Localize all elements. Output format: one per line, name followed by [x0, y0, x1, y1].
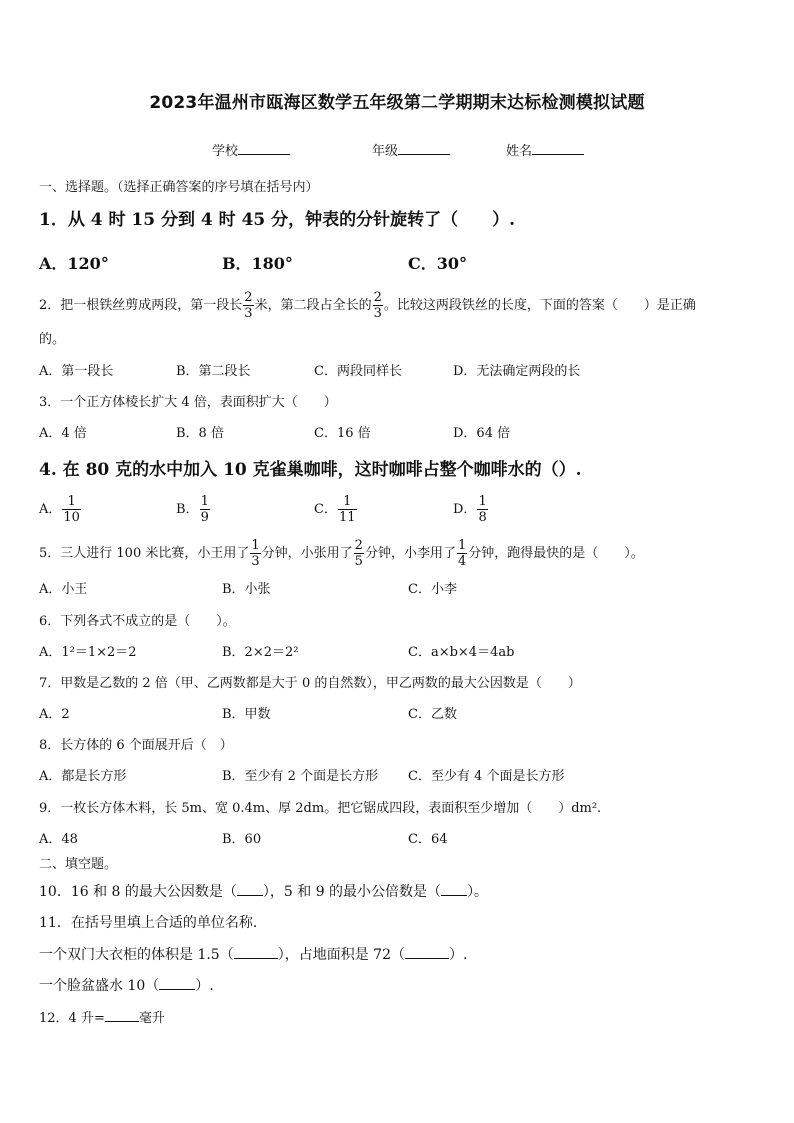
- q11-line1-text-3: ）.: [448, 947, 468, 963]
- grade-field[interactable]: [372, 140, 450, 159]
- question-11: 11．在括号里填上合适的单位名称.: [39, 915, 258, 931]
- q4-a-den: 10: [63, 510, 80, 525]
- q2-option-c[interactable]: C．两段同样长: [314, 364, 402, 379]
- q4-c-num: 1: [343, 494, 352, 509]
- q3-option-b[interactable]: B．8 倍: [176, 426, 224, 441]
- q6-option-b[interactable]: B．2×2＝2²: [222, 645, 299, 660]
- q6-option-c[interactable]: C．a×b×4＝4ab: [408, 645, 515, 660]
- q4-b-den: 9: [200, 510, 209, 525]
- q7-option-c[interactable]: C．乙数: [408, 707, 457, 722]
- question-2-cont: 的。: [39, 332, 66, 347]
- q5-frac3-den: 4: [457, 554, 467, 569]
- q5-frac3-num: 1: [457, 538, 467, 553]
- question-5: [39, 538, 644, 569]
- q4-option-a[interactable]: [39, 494, 82, 525]
- q4-d-den: 8: [478, 510, 487, 525]
- q11-blank-1[interactable]: [234, 945, 278, 959]
- q3-option-a[interactable]: A．4 倍: [39, 426, 87, 441]
- question-3: 3．一个正方体棱长扩大 4 倍，表面积扩大（ ）: [39, 395, 337, 410]
- q4-option-b[interactable]: [176, 494, 211, 525]
- q11-line2-text-1: 一个脸盆盛水 10（: [39, 978, 160, 994]
- q2-text-1: 2．把一根铁丝剪成两段，第一段长: [39, 298, 243, 313]
- q5-fraction-2: [354, 538, 364, 569]
- grade-blank[interactable]: [398, 142, 450, 155]
- q3-option-c[interactable]: C．16 倍: [314, 426, 371, 441]
- section1-heading: 一、选择题。（选择正确答案的序号填在括号内）: [39, 180, 319, 195]
- q4-b-num: 1: [200, 494, 209, 509]
- q10-text-1: 10．16 和 8 的最大公因数是（: [39, 884, 237, 900]
- name-field[interactable]: [506, 140, 584, 159]
- grade-label: 年级: [372, 144, 399, 159]
- q4-d-num: 1: [478, 494, 487, 509]
- question-7: 7．甲数是乙数的 2 倍（甲、乙两数都是大于 0 的自然数），甲乙两数的最大公因数是（ ）: [39, 676, 581, 691]
- q11-line1-text-2: ），占地面积是 72（: [277, 947, 405, 963]
- q4-option-d[interactable]: [453, 494, 489, 525]
- q10-blank-2[interactable]: [441, 882, 467, 896]
- name-blank[interactable]: [532, 142, 584, 155]
- q2-option-a[interactable]: A．第一段长: [39, 364, 114, 379]
- q5-option-b[interactable]: B．小张: [222, 582, 271, 597]
- q2-frac2-den: 3: [373, 306, 382, 321]
- q8-option-b[interactable]: B．至少有 2 个面是长方形: [222, 769, 379, 784]
- question-2: [39, 290, 696, 321]
- q2-text-2: 米，第二段占全长的: [254, 298, 372, 313]
- q1-option-b[interactable]: B．180°: [222, 254, 293, 273]
- q12-text-2: 毫升: [138, 1011, 165, 1026]
- q12-blank[interactable]: [105, 1008, 139, 1022]
- question-1: 1．从 4 时 15 分到 4 时 45 分，钟表的分针旋转了（ ）.: [39, 210, 516, 230]
- q11-blank-2[interactable]: [405, 945, 449, 959]
- q4-option-c[interactable]: [314, 494, 358, 525]
- q10-text-2: ），5 和 9 的最小公倍数是（: [262, 884, 442, 900]
- q2-frac2-num: 2: [373, 290, 382, 305]
- q4-option-d-fraction: [477, 494, 487, 525]
- q5-option-a[interactable]: A．小王: [39, 582, 88, 597]
- q11-blank-3[interactable]: [159, 976, 195, 990]
- page-title: 2023年温州市瓯海区数学五年级第二学期期末达标检测模拟试题: [149, 93, 645, 113]
- q11-line2-text-2: ）.: [195, 978, 214, 994]
- q4-option-c-fraction: [338, 494, 357, 525]
- q4-option-d-label: D．: [453, 502, 477, 517]
- q2-text-3: 。比较这两段铁丝的长度，下面的答案（ ）是正确: [383, 298, 696, 313]
- q4-option-b-label: B．: [176, 502, 199, 517]
- school-label: 学校: [212, 144, 239, 159]
- question-6: 6．下列各式不成立的是（ ）。: [39, 614, 236, 629]
- q5-fraction-1: [250, 538, 260, 569]
- section2-heading: 二、填空题。: [39, 857, 118, 872]
- q5-frac1-num: 1: [251, 538, 260, 553]
- q5-text-4: 分钟，跑得最快的是（ ）。: [468, 546, 644, 561]
- name-label: 姓名: [506, 144, 533, 159]
- q9-option-c[interactable]: C．64: [408, 832, 448, 847]
- q4-c-den: 11: [338, 510, 356, 525]
- q6-option-a[interactable]: A．1²＝1×2＝2: [39, 645, 137, 660]
- q1-option-c[interactable]: C．30°: [408, 254, 468, 273]
- q10-blank-1[interactable]: [237, 882, 263, 896]
- q10-text-3: ）。: [467, 884, 489, 900]
- q5-text-3: 分钟，小李用了: [364, 546, 456, 561]
- q4-option-b-fraction: [200, 494, 210, 525]
- q11-line-1: [39, 945, 467, 965]
- q5-frac2-num: 2: [354, 538, 363, 553]
- q12-text-1: 12．4 升=: [39, 1011, 105, 1026]
- q7-option-b[interactable]: B．甲数: [222, 707, 271, 722]
- question-9: 9．一枚长方体木料，长 5m、宽 0.4m、厚 2dm。把它锯成四段，表面积至少增加（ ）dm².: [39, 801, 602, 816]
- q4-option-a-fraction: [62, 494, 81, 525]
- question-4: 4. 在 80 克的水中加入 10 克雀巢咖啡，这时咖啡占整个咖啡水的（）.: [39, 460, 582, 480]
- q4-option-a-label: A．: [39, 502, 62, 517]
- q9-option-a[interactable]: A．48: [39, 832, 78, 847]
- q7-option-a[interactable]: A．2: [39, 707, 70, 722]
- q5-text-1: 5．三人进行 100 米比赛，小王用了: [39, 546, 250, 561]
- q5-fraction-3: [457, 538, 467, 569]
- question-10: [39, 882, 488, 902]
- school-blank[interactable]: [238, 142, 290, 155]
- q5-text-2: 分钟，小张用了: [261, 546, 353, 561]
- q2-option-d[interactable]: D．无法确定两段的长: [453, 364, 581, 379]
- school-field[interactable]: [212, 140, 290, 159]
- q5-frac2-den: 5: [354, 554, 363, 569]
- q5-frac1-den: 3: [251, 554, 260, 569]
- q4-option-c-label: C．: [314, 502, 337, 517]
- q2-option-b[interactable]: B．第二段长: [176, 364, 251, 379]
- q2-frac1-num: 2: [244, 290, 253, 305]
- q3-option-d[interactable]: D．64 倍: [453, 426, 511, 441]
- q11-line-2: [39, 976, 214, 996]
- q8-option-c[interactable]: C．至少有 4 个面是长方形: [408, 769, 565, 784]
- q2-fraction-2: [373, 290, 383, 321]
- q8-option-a[interactable]: A．都是长方形: [39, 769, 127, 784]
- q9-option-b[interactable]: B．60: [222, 832, 262, 847]
- question-12: [39, 1008, 165, 1029]
- q1-option-a[interactable]: A．120°: [39, 254, 109, 273]
- q5-option-c[interactable]: C．小李: [408, 582, 457, 597]
- q11-line1-text-1: 一个双门大衣柜的体积是 1.5（: [39, 947, 234, 963]
- q2-frac1-den: 3: [244, 306, 253, 321]
- q4-a-num: 1: [67, 494, 76, 509]
- q2-fraction-1: [243, 290, 253, 321]
- question-8: 8．长方体的 6 个面展开后（ ）: [39, 738, 233, 753]
